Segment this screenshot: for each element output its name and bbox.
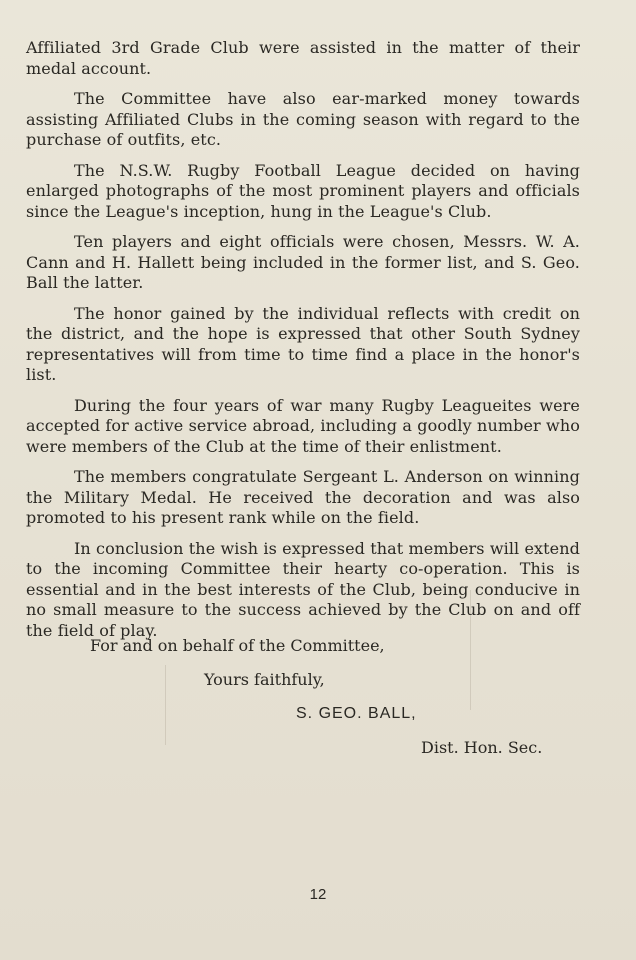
- signature: S. GEO. BALL,: [296, 705, 417, 722]
- paragraph: In conclusion the wish is expressed that members will extend to the incoming Committee their hearty co-operation. This is essential and in the best interests of the Club, being conducive in no small measure to the success achieved by the Club on and off the field of play.: [26, 538, 580, 640]
- body-text: [26, 38, 580, 651]
- paragraph: Affiliated 3rd Grade Club were assisted in the matter of their medal account.: [26, 38, 580, 78]
- paragraph: Ten players and eight officials were chosen, Messrs. W. A. Cann and H. Hallett being included in the former list, and S. Geo. Ball the latter.: [26, 232, 580, 292]
- paragraph: The honor gained by the individual reflects with credit on the district, and the hope is expressed that other South Sydney representatives will from time to time find a place in the honor's list.: [26, 303, 580, 384]
- page-number: 12: [309, 886, 327, 903]
- salutation: Yours faithfuly,: [204, 670, 325, 689]
- fold-crease: [165, 665, 166, 745]
- closing-line: For and on behalf of the Committee,: [90, 636, 385, 655]
- signatory-title: Dist. Hon. Sec.: [421, 738, 543, 757]
- paragraph: The N.S.W. Rugby Football League decided on having enlarged photographs of the most prominent players and officials since the League's inception, hung in the League's Club.: [26, 160, 580, 221]
- paragraph: The members congratulate Sergeant L. Anderson on winning the Military Medal. He received the decoration and was also promoted to his present rank while on the field.: [26, 467, 580, 527]
- paragraph: The Committee have also ear-marked money towards assisting Affiliated Clubs in the coming season with regard to the purchase of outfits, etc.: [26, 89, 580, 149]
- paragraph: During the four years of war many Rugby Leagueites were accepted for active service abroad, including a goodly number who were members of the Club at the time of their enlistment.: [26, 395, 580, 456]
